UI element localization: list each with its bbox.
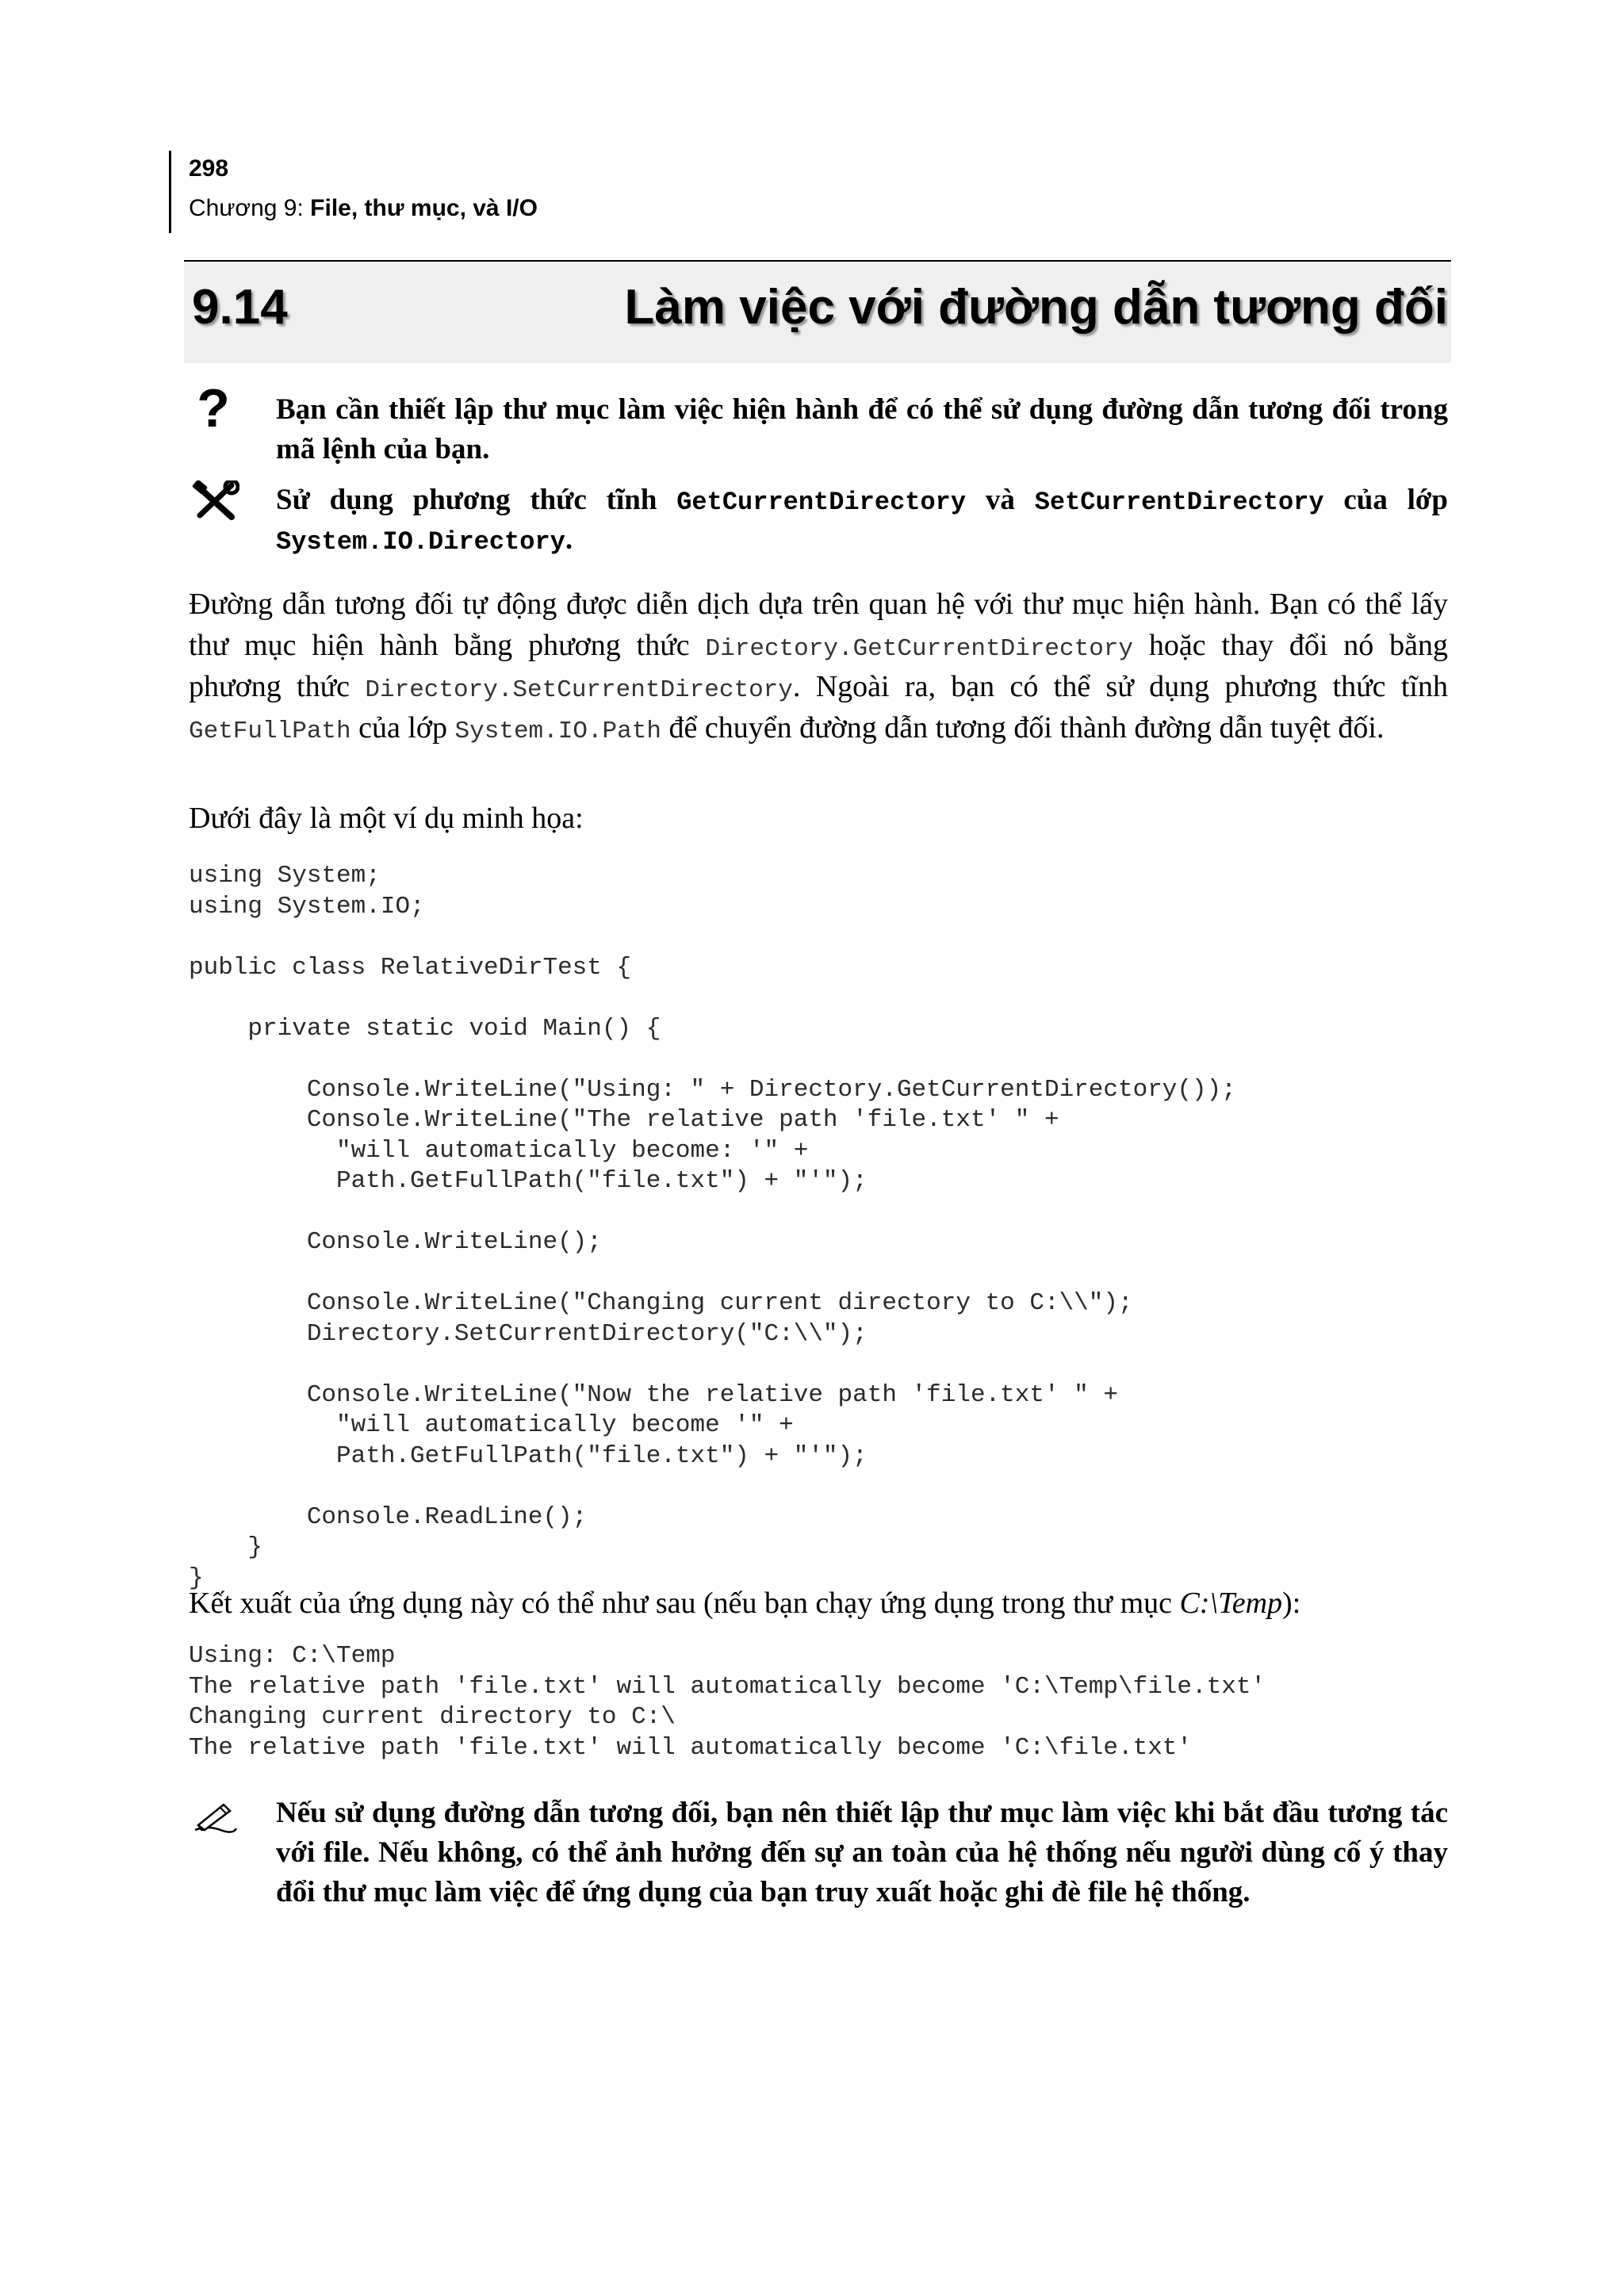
note-statement: Nếu sử dụng đường dẫn tương đối, bạn nên thiết lập thư mục làm việc khi bắt đầu tương tác với file. Nếu không, có thể ảnh hưởng đến sự an toàn của hệ thống nếu người dùng cố ý thay đổi thư mục làm việc để ứng dụng của bạn truy xuất hoặc ghi đè file hệ thống. bbox=[276, 1797, 1448, 1908]
p1-text-b: hoặc thay đổi nó bằng phương thức bbox=[189, 629, 1448, 703]
solution-text-1: Sử dụng phương thức tĩnh bbox=[276, 484, 677, 516]
body-paragraph-1 bbox=[189, 584, 1448, 748]
page-number: 298 bbox=[189, 155, 229, 182]
p1-code-2: Directory.SetCurrentDirectory bbox=[365, 676, 793, 704]
p1-text-a: Đường dẫn tương đối tự động được diễn dịch dựa trên quan hệ với thư mục hiện hành. Bạn có thể lấy thư mục hiện hành bằng phương thức bbox=[189, 588, 1448, 662]
solution-code-1: GetCurrentDirectory bbox=[676, 488, 967, 517]
pencil-note-icon bbox=[192, 1801, 238, 1835]
section-number: 9.14 bbox=[192, 280, 288, 335]
body-paragraph-2: Dưới đây là một ví dụ minh họa: bbox=[189, 802, 584, 835]
solution-text-2: và bbox=[966, 484, 1035, 516]
solution-text-3: của lớp bbox=[1323, 484, 1448, 516]
p1-code-1: Directory.GetCurrentDirectory bbox=[705, 635, 1134, 663]
p3-text-a: Kết xuất của ứng dụng này có thể như sau (nếu bạn chạy ứng dụng trong thư mục bbox=[189, 1587, 1180, 1620]
solution-statement bbox=[276, 480, 1448, 560]
chapter-heading bbox=[189, 195, 538, 222]
question-icon bbox=[192, 382, 235, 431]
p3-text-b: ): bbox=[1282, 1587, 1301, 1620]
solution-code-2: SetCurrentDirectory bbox=[1034, 488, 1324, 517]
code-listing: using System; using System.IO; public class RelativeDirTest { private static void Main() { Console.WriteLine("Using: " + Directory.GetCurrentDirectory()); Console.WriteLine("The relative path 'file.txt' " + "will automatically become: '" + Path.GetFullPath("file.txt") + "'"); Console.WriteLine(); Console.WriteLine("Changing current directory to C:\\"); Directory.SetCurrentDirectory("C:\\"); Console.WriteLine("Now the relative path 'file.txt' " + "will automatically become '" + Path.GetFullPath("file.txt") + "'"); Console.ReadLine(); } } bbox=[189, 862, 1236, 1592]
body-paragraph-3 bbox=[189, 1583, 1448, 1624]
solution-code-3: System.IO.Directory bbox=[276, 527, 565, 557]
header-rule bbox=[169, 151, 171, 233]
tools-icon bbox=[192, 480, 239, 522]
section-title: Làm việc với đường dẫn tương đối bbox=[624, 280, 1448, 335]
p3-path: C:\Temp bbox=[1179, 1587, 1283, 1620]
p1-code-4: System.IO.Path bbox=[454, 718, 661, 745]
chapter-prefix: Chương 9: bbox=[189, 195, 311, 221]
chapter-title: File, thư mục, và I/O bbox=[310, 195, 538, 221]
p1-text-e: để chuyển đường dẫn tương đối thành đường dẫn tuyệt đối. bbox=[661, 711, 1385, 745]
output-listing: Using: C:\Temp The relative path 'file.txt' will automatically become 'C:\Temp\file.txt' Changing current directory to C:\ The relative path 'file.txt' will automatically become 'C:\file.txt' bbox=[189, 1642, 1266, 1762]
p1-text-c: . Ngoài ra, bạn có thể sử dụng phương thức tĩnh bbox=[792, 670, 1448, 703]
svg-text:?: ? bbox=[197, 382, 230, 431]
solution-text-4: . bbox=[565, 523, 573, 556]
p1-code-3: GetFullPath bbox=[189, 718, 351, 745]
p1-text-d: của lớp bbox=[350, 711, 455, 745]
problem-statement: Bạn cần thiết lập thư mục làm việc hiện hành để có thể sử dụng đường dẫn tương đối trong mã lệnh của bạn. bbox=[276, 393, 1448, 465]
